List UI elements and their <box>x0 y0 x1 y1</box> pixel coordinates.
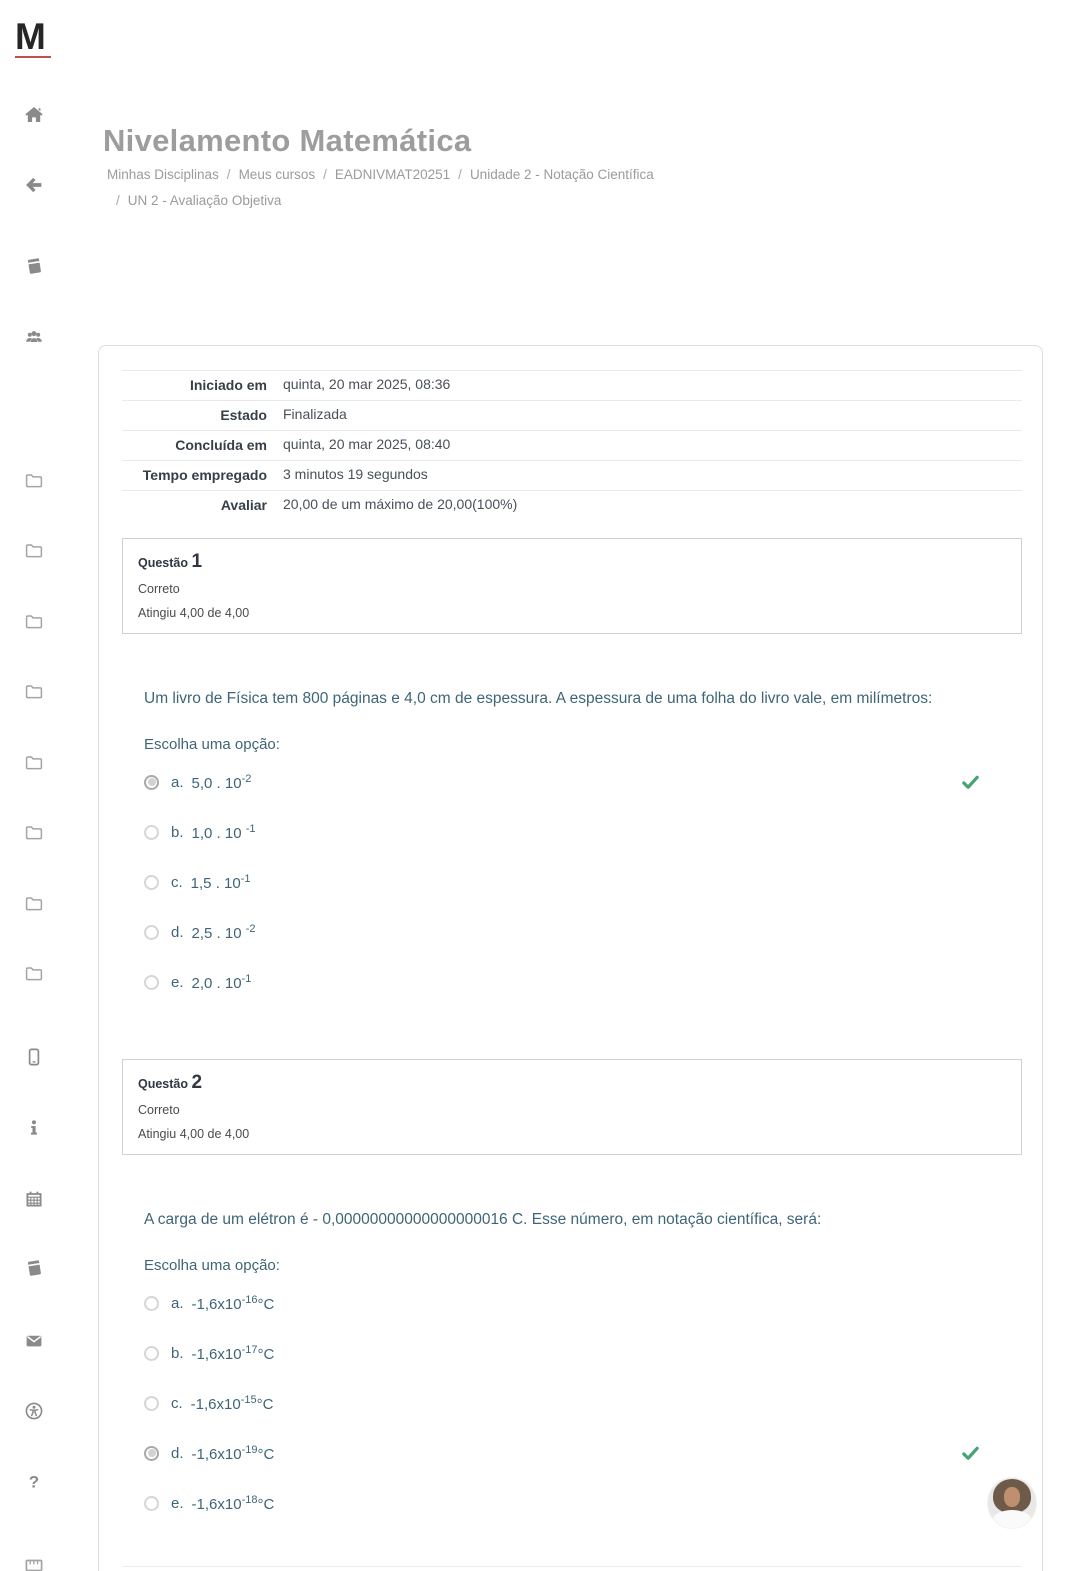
q1-option-a <box>144 757 1022 807</box>
answer-options <box>144 757 1022 1007</box>
summary-row <box>122 431 1022 461</box>
summary-value: quinta, 20 mar 2025, 08:40 <box>283 431 1022 461</box>
option-letter: e. <box>171 973 184 991</box>
correct-answer-check-icon <box>961 773 980 792</box>
question-1 <box>122 538 1022 1007</box>
question-2-info-box <box>122 1059 1022 1155</box>
option-letter: c. <box>171 873 183 891</box>
option-letter: e. <box>171 1494 184 1512</box>
calendar-icon[interactable] <box>23 1189 45 1209</box>
summary-value: Finalizada <box>283 401 1022 431</box>
question-number: Questão 1 <box>138 551 203 572</box>
book-icon[interactable] <box>23 257 45 277</box>
folder-icon[interactable] <box>23 541 45 561</box>
q1-option-c <box>144 857 1022 907</box>
breadcrumb <box>107 162 654 214</box>
accessibility-icon[interactable] <box>23 1401 45 1421</box>
summary-value: quinta, 20 mar 2025, 08:36 <box>283 371 1022 401</box>
section-divider <box>122 1566 1022 1567</box>
breadcrumb-item[interactable]: UN 2 - Avaliação Objetiva <box>127 193 282 208</box>
question-text: Um livro de Física tem 800 páginas e 4,0 cm de espessura. A espessura de uma folha do livro vale, em milímetros: <box>144 690 933 707</box>
radio-button[interactable] <box>144 975 159 990</box>
q2-option-c <box>144 1378 1022 1428</box>
radio-button-selected[interactable] <box>144 1446 159 1461</box>
option-letter: a. <box>171 1294 184 1312</box>
q2-option-d <box>144 1428 1022 1478</box>
breadcrumb-item[interactable]: EADNIVMAT20251 <box>334 167 451 182</box>
option-value: $-1,6x10^{-16}^\circ C$ <box>191 1293 275 1313</box>
q2-option-e <box>144 1478 1022 1528</box>
q2-option-b <box>144 1328 1022 1378</box>
summary-row <box>122 401 1022 431</box>
question-status: Correto <box>138 1103 180 1117</box>
avatar-face <box>1004 1487 1020 1507</box>
breadcrumb-separator: / <box>323 167 327 182</box>
option-value: 2,5 . 10 $^{-2}$ <box>191 922 256 942</box>
option-letter: a. <box>171 773 184 791</box>
info-icon[interactable] <box>23 1118 45 1138</box>
radio-button-selected[interactable] <box>144 775 159 790</box>
breadcrumb-separator: / <box>116 193 120 208</box>
home-icon[interactable] <box>23 105 45 125</box>
option-value: 1,0 . 10 $^{-1}$ <box>191 822 256 842</box>
page-title: Nivelamento Matemática <box>103 122 472 158</box>
folder-icon[interactable] <box>23 753 45 773</box>
question-grade: Atingiu 4,00 de 4,00 <box>138 1127 250 1141</box>
summary-label: Iniciado em <box>122 371 283 401</box>
folder-icon[interactable] <box>23 823 45 843</box>
radio-button[interactable] <box>144 1396 159 1411</box>
book-icon[interactable] <box>23 1259 45 1279</box>
summary-row <box>122 491 1022 521</box>
folder-icon[interactable] <box>23 612 45 632</box>
summary-value: 3 minutos 19 segundos <box>283 461 1022 491</box>
breadcrumb-item[interactable]: Unidade 2 - Notação Científica <box>469 167 654 182</box>
question-2 <box>122 1059 1022 1528</box>
quiz-review-card <box>98 345 1043 1571</box>
back-arrow-icon[interactable] <box>23 175 45 195</box>
summary-row <box>122 461 1022 491</box>
option-letter: b. <box>171 823 184 841</box>
breadcrumb-line-2 <box>107 188 654 214</box>
breadcrumb-separator: / <box>226 167 231 182</box>
radio-button[interactable] <box>144 925 159 940</box>
summary-label: Avaliar <box>220 497 267 513</box>
sidebar-nav <box>0 0 68 1571</box>
radio-button[interactable] <box>144 1296 159 1311</box>
choose-option-label: Escolha uma opção: <box>144 736 280 753</box>
radio-button[interactable] <box>144 825 159 840</box>
attempt-summary-table <box>122 370 1022 520</box>
breadcrumb-item[interactable]: Meus cursos <box>238 167 316 182</box>
option-value: $-1,6x10^{-18}^\circ C$ <box>191 1493 275 1513</box>
option-value: 1,5 . $10^{-1}$ <box>190 872 251 892</box>
users-icon[interactable] <box>23 327 45 347</box>
user-avatar[interactable] <box>988 1478 1036 1528</box>
q1-option-d <box>144 907 1022 957</box>
answer-options <box>144 1278 1022 1528</box>
option-value: $-1,6x10^{-19}^\circ C$ <box>191 1443 275 1463</box>
option-value: 2,0 . $10^{-1}$ <box>191 972 252 992</box>
option-value: 5,0 . $10^{-2}$ <box>191 772 252 792</box>
question-status: Correto <box>138 582 180 596</box>
q2-option-a <box>144 1278 1022 1328</box>
option-letter: b. <box>171 1344 184 1362</box>
option-value: $-1,6x10^{-15}^\circ C$ <box>190 1393 274 1413</box>
option-value: $-1,6x10^{-17}^\circ C$ <box>191 1343 275 1363</box>
summary-label: Concluída em <box>122 431 283 461</box>
question-text: A carga de um elétron é - 0,00000000000000000016 C. Esse número, em notação científica, será: <box>144 1211 822 1228</box>
breadcrumb-separator: / <box>458 167 462 182</box>
question-number: Questão 2 <box>138 1072 203 1093</box>
folder-icon[interactable] <box>23 894 45 914</box>
folder-icon[interactable] <box>23 964 45 984</box>
folder-icon[interactable] <box>23 471 45 491</box>
breadcrumb-line-1 <box>107 162 654 188</box>
radio-button[interactable] <box>144 1496 159 1511</box>
summary-label: Tempo empregado <box>122 461 283 491</box>
option-letter: d. <box>171 1444 184 1462</box>
radio-button[interactable] <box>144 1346 159 1361</box>
summary-row <box>122 371 1022 401</box>
avatar-shirt <box>991 1510 1033 1528</box>
breadcrumb-item[interactable]: Minhas Disciplinas <box>107 167 219 182</box>
keyboard-icon[interactable] <box>23 1551 45 1571</box>
mail-icon[interactable] <box>23 1331 45 1351</box>
brand-logo[interactable]: M <box>15 18 51 58</box>
option-letter: d. <box>171 923 184 941</box>
q1-option-b <box>144 807 1022 857</box>
folder-icon[interactable] <box>23 682 45 702</box>
question-1-info-box <box>122 538 1022 634</box>
correct-answer-check-icon <box>961 1444 980 1463</box>
radio-button[interactable] <box>144 875 159 890</box>
summary-label: Estado <box>122 401 283 431</box>
option-letter: c. <box>171 1394 183 1412</box>
help-icon[interactable] <box>23 1472 45 1492</box>
choose-option-label: Escolha uma opção: <box>144 1257 280 1274</box>
question-grade: Atingiu 4,00 de 4,00 <box>138 606 250 620</box>
summary-value: 20,00 de um máximo de 20,00(100%) <box>283 496 518 512</box>
q1-option-e <box>144 957 1022 1007</box>
mobile-icon[interactable] <box>23 1047 45 1067</box>
